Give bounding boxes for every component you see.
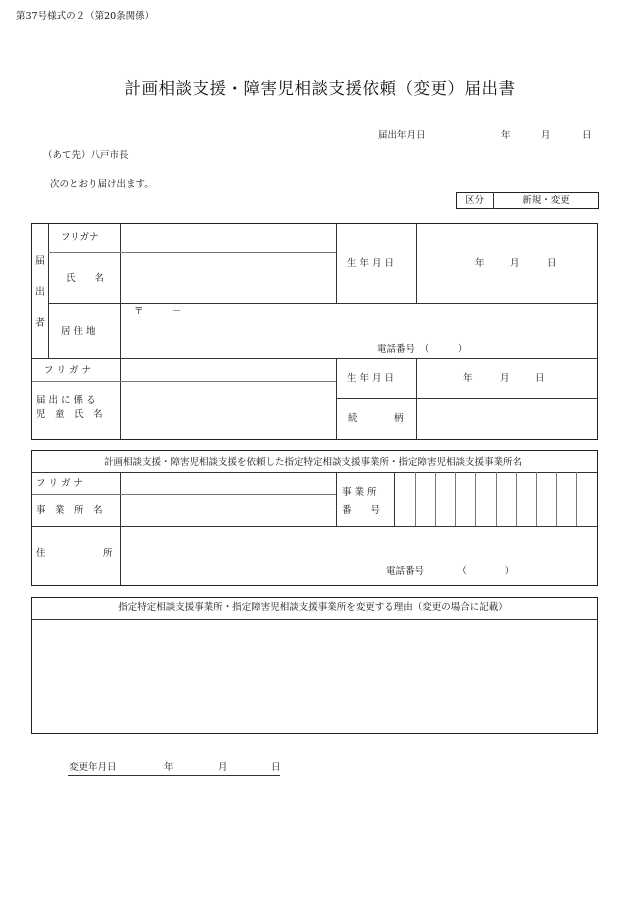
applicant-birth-label: 生 年 月 日 [347,258,395,269]
applicant-section-divider [48,224,49,358]
child-birth-field[interactable] [417,359,597,397]
office-address-label-a: 住 [36,548,46,559]
applicant-birth-field[interactable] [417,225,597,302]
office-furigana-line [32,494,336,495]
office-number-divider [336,472,337,526]
change-date-year: 年 [164,762,174,773]
applicant-label-1: 届 [35,256,45,267]
child-furigana-field[interactable] [121,359,335,380]
applicant-phone: 電話番号 （ ） [377,344,468,355]
office-header-bottom [32,472,597,473]
child-name-field[interactable] [121,382,335,438]
form-number: 第37号様式の２（第20条関係） [16,11,155,22]
applicant-address-field[interactable] [121,304,597,357]
applicant-address-label: 居 住 地 [61,326,96,337]
submission-day: 日 [582,130,592,141]
applicant-label-3: 者 [35,318,45,329]
postal-dash: － [172,306,182,317]
reason-field[interactable] [33,621,596,732]
office-address-label-b: 所 [103,548,113,559]
applicant-name-field[interactable] [121,254,335,302]
reason-header: 指定特定相談支援事業所・指定障害児相談支援事業所を変更する理由（変更の場合に記載） [118,602,508,613]
office-number-label-line2: 番 号 [342,505,381,516]
applicant-name-label: 氏 名 [66,273,105,284]
office-name-field[interactable] [121,496,335,525]
child-birth-day: 日 [535,373,545,384]
office-name-bottom [32,526,597,527]
child-name-label-line2: 児 童 氏 名 [36,409,103,420]
office-address-field[interactable] [121,528,597,585]
child-name-label-line1: 届 出 に 係 る [36,395,96,406]
intro-text: 次のとおり届け出ます。 [50,179,154,190]
applicant-birth-day: 日 [547,258,557,269]
office-furigana-label: フ リ ガ ナ [36,478,84,489]
reason-header-bottom [32,619,597,620]
applicant-furigana-line [48,252,336,253]
office-phone: 電話番号 （ ） [386,566,515,577]
postal-mark: 〒 [134,306,144,317]
office-furigana-field[interactable] [121,474,335,493]
category-label: 区分 [465,195,485,206]
office-number-label-line1: 事 業 所 [342,487,377,498]
child-furigana-label: フ リ ガ ナ [44,365,92,376]
addressee: （あて先）八戸市長 [43,150,129,161]
change-date-day: 日 [271,762,281,773]
applicant-birth-year: 年 [475,258,485,269]
submission-date-label: 届出年月日 [378,130,426,141]
applicant-label-2: 出 [35,287,45,298]
category-divider [493,192,494,209]
applicant-birth-month: 月 [510,258,520,269]
child-birth-label: 生 年 月 日 [347,373,395,384]
submission-year: 年 [501,130,511,141]
applicant-furigana-field[interactable] [121,225,335,251]
office-name-label: 事 業 所 名 [36,505,103,516]
child-birth-month: 月 [500,373,510,384]
office-number-field[interactable] [395,474,597,525]
submission-month: 月 [541,130,551,141]
category-value[interactable]: 新規・変更 [522,195,570,206]
office-header: 計画相談支援・障害児相談支援を依頼した指定特定相談支援事業所・指定障害児相談支援事業所名 [103,457,523,468]
form-title: 計画相談支援・障害児相談支援依頼（変更）届出書 [124,79,516,98]
change-date-label: 変更年月日 [69,762,117,773]
child-relation-label-b: 柄 [394,413,404,424]
child-relation-label-a: 続 [348,413,358,424]
applicant-birth-divider [336,224,337,303]
change-date-underline[interactable] [68,775,280,776]
applicant-furigana-label: フリガナ [61,232,99,243]
child-birth-year: 年 [463,373,473,384]
change-date-month: 月 [218,762,228,773]
child-relation-field[interactable] [417,399,597,438]
